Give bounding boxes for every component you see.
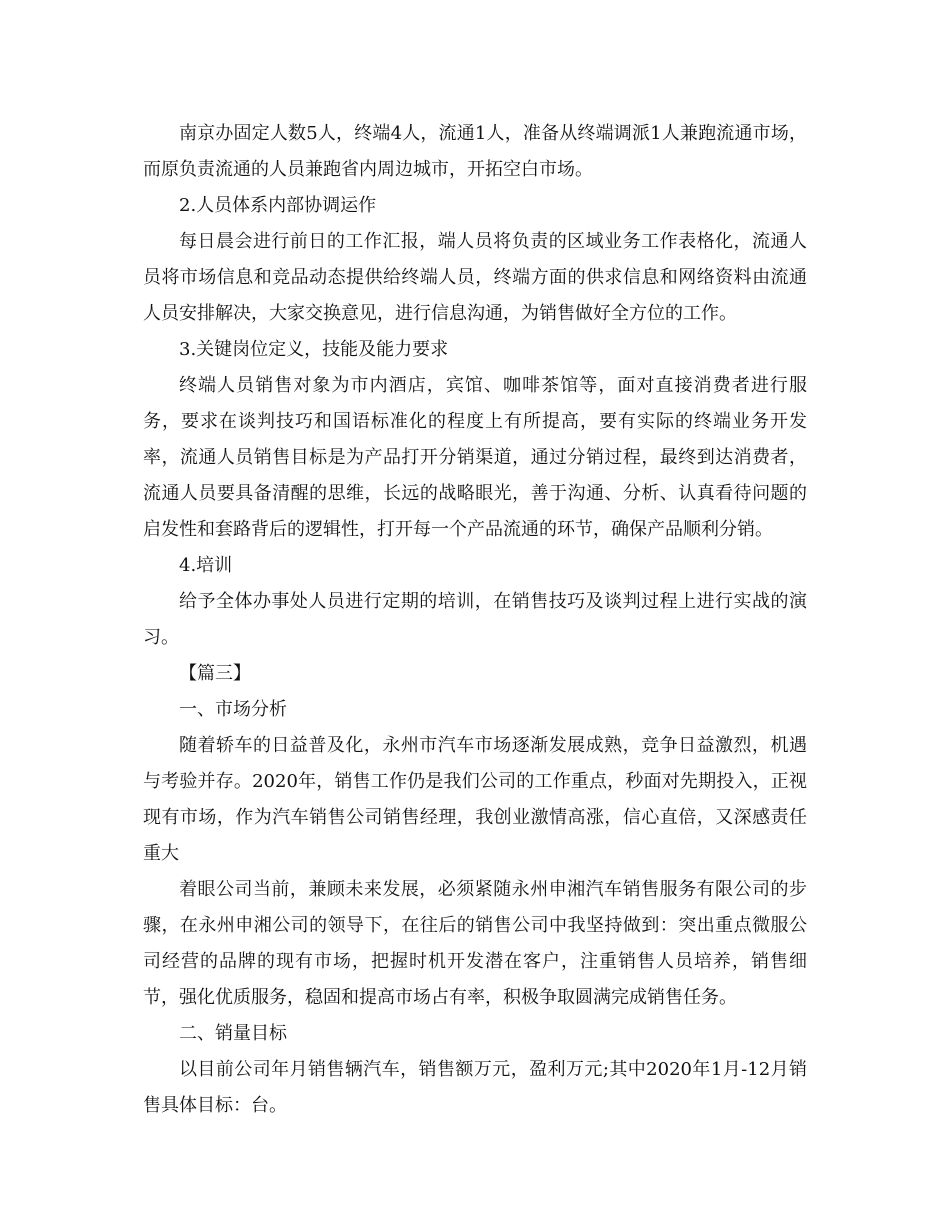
paragraph-training: 给予全体办事处人员进行定期的培训，在销售技巧及谈判过程上进行实战的演习。	[143, 591, 807, 648]
section-heading-sales-target: 二、销量目标	[179, 1023, 287, 1044]
paragraph-terminal-sales: 终端人员销售对象为市内酒店，宾馆、咖啡茶馆等，面对直接消费者进行服务，要求在谈判技巧和国语标准化的程度上有所提高，要有实际的终端业务开发率，流通人员销售目标是为产品打开分销渠道，通过分销过程，最终到达消费者，流通人员要具备清醒的思维，长远的战略眼光，善于沟通、分析、认真看待问题的启发性和套路背后的逻辑性，打开每一个产品流通的环节，确保产品顺利分销。	[143, 375, 807, 540]
section-heading-training: 4.培训	[179, 555, 233, 576]
paragraph-morning-meeting: 每日晨会进行前日的工作汇报，端人员将负责的区域业务工作表格化，流通人员将市场信息和竞品动态提供给终端人员，终端方面的供求信息和网络资料由流通人员安排解决，大家交换意见，进行信息沟通，为销售做好全方位的工作。	[143, 231, 807, 324]
paragraph-staffing: 南京办固定人数5人，终端4人，流通1人，准备从终端调派1人兼跑流通市场，而原负责流通的人员兼跑省内周边城市，开拓空白市场。	[143, 123, 807, 180]
chapter-heading-part-three: 【篇三】	[179, 663, 251, 684]
paragraph-sales-target: 以目前公司年月销售辆汽车，销售额万元，盈利万元;其中2020年1月-12月销售具体目标：台。	[143, 1059, 807, 1116]
paragraph-company-focus: 着眼公司当前，兼顾未来发展，必须紧随永州申湘汽车销售服务有限公司的步骤，在永州申湘公司的领导下，在往后的销售公司中我坚持做到：突出重点微服公司经营的品牌的现有市场，把握时机开发潜在客户，注重销售人员培养，销售细节，强化优质服务，稳固和提高市场占有率，积极争取圆满完成销售任务。	[143, 879, 807, 1008]
paragraph-market-analysis: 随着轿车的日益普及化，永州市汽车市场逐渐发展成熟，竞争日益激烈，机遇与考验并存。2020年，销售工作仍是我们公司的工作重点，秒面对先期投入，正视现有市场，作为汽车销售公司销售经理，我创业激情高涨，信心直倍，又深感责任重大	[143, 735, 807, 864]
section-heading-key-positions: 3.关键岗位定义，技能及能力要求	[179, 339, 449, 360]
section-heading-market-analysis: 一、市场分析	[179, 699, 287, 720]
document-body	[143, 116, 807, 1124]
section-heading-coordination: 2.人员体系内部协调运作	[179, 195, 377, 216]
